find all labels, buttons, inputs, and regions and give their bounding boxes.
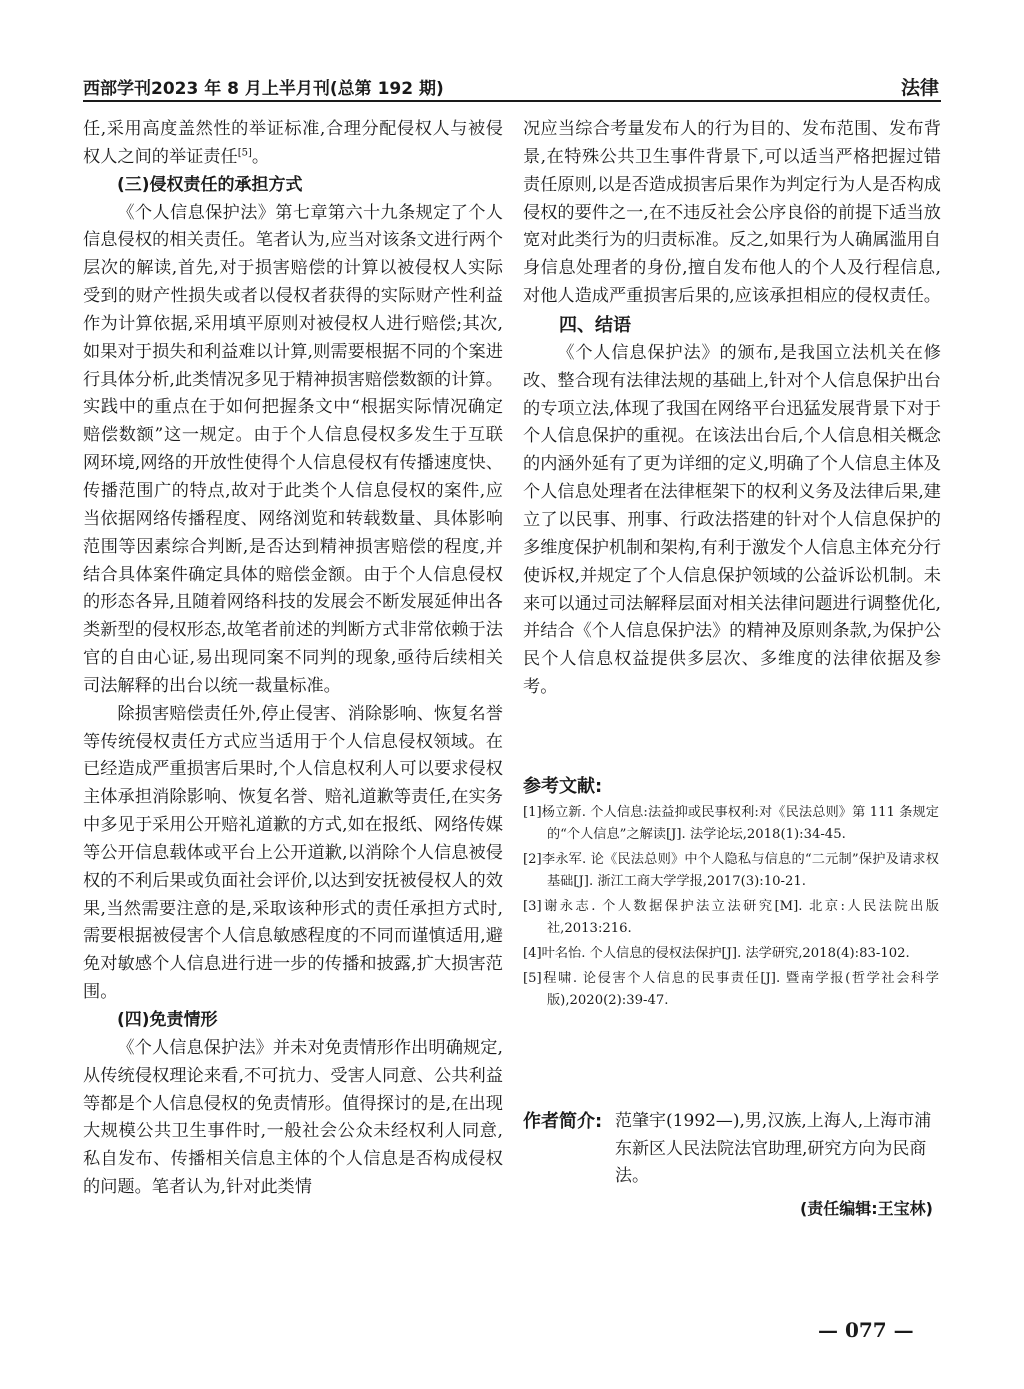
paragraph [83, 116, 503, 172]
reference-item: [5]程啸. 论侵害个人信息的民事责任[J]. 暨南学报(哲学社会科学版),2020(2):39-47. [523, 971, 939, 1008]
section-heading: 四、结语 [559, 314, 631, 336]
paragraph: 除损害赔偿责任外,停止侵害、消除影响、恢复名誉等传统侵权责任方式应当适用于个人信息侵权领域。在已经造成严重损害后果时,个人信息权利人可以要求侵权主体承担消除影响、恢复名誉、赔礼道歉等责任,在实务中多见于采用公开赔礼道歉的方式,如在报纸、网络传媒等公开信息载体或平台上公开道歉,以消除个人信息被侵权的不利后果或负面社会评价,以达到安抚被侵权人的效果,当然需要注意的是,采取该种形式的责任承担方式时,需要根据被侵害个人信息敏感程度的不同而谨慎适用,避免对敏感个人信息进行进一步的传播和披露,扩大损害范围。 [83, 703, 503, 1003]
reference-item: [3]谢永志. 个人数据保护法立法研究[M]. 北京:人民法院出版社,2013:216. [523, 899, 939, 936]
references-list [523, 802, 939, 1015]
page-number: — 077 — [818, 1318, 914, 1342]
author-text: 范肇宇(1992—),男,汉族,上海人,上海市浦东新区人民法院法官助理,研究方向为民商法。 [615, 1111, 932, 1187]
subsection-heading: (四)免责情形 [117, 1010, 218, 1030]
paragraph-end: 。 [251, 146, 270, 167]
paragraph: 《个人信息保护法》第七章第六十九条规定了个人信息侵权的相关责任。笔者认为,应当对该条文进行两个层次的解读,首先,对于损害赔偿的计算以被侵权人实际受到的财产性损失或者以侵权者获得的实际财产性利益作为计算依据,采用填平原则对被侵权人进行赔偿;其次,如果对于损失和利益难以计算,则需要根据不同的个案进行具体分析,此类情况多见于精神损害赔偿数额的计算。实践中的重点在于如何把握条文中“根据实际情况确定赔偿数额”这一规定。由于个人信息侵权多发生于互联网环境,网络的开放性使得个人信息侵权有传播速度快、传播范围广的特点,故对于此类个人信息侵权的案件,应当依据网络传播程度、网络浏览和转载数量、具体影响范围等因素综合判断,是否达到精神损害赔偿的程度,并结合具体案件确定具体的赔偿金额。由于个人信息侵权的形态各异,且随着网络科技的发展会不断发展延伸出各类新型的侵权形态,故笔者前述的判断方式非常依赖于法官的自由心证,易出现同案不同判的现象,亟待后续相关司法解释的出台以统一裁量标准。 [83, 202, 503, 696]
citation-mark: [5] [237, 147, 252, 159]
section-label: 法律 [900, 77, 939, 99]
right-column [523, 116, 941, 702]
reference-item: [2]李永军. 论《民法总则》中个人隐私与信息的“二元制”保护及请求权基础[J]. 浙江工商大学学报,2017(3):10-21. [523, 852, 939, 889]
paragraph: 《个人信息保护法》并未对免责情形作出明确规定,从传统侵权理论来看,不可抗力、受害人同意、公共利益等都是个人信息侵权的免责情形。值得探讨的是,在出现大规模公共卫生事件时,一般社会公众未经权利人同意,私自发布、传播相关信息主体的个人信息是否构成侵权的问题。笔者认为,针对此类情 [83, 1037, 503, 1198]
paragraph-text: 任,采用高度盖然性的举证标准,合理分配侵权人与被侵权人之间的举证责任 [83, 119, 503, 167]
author-label: 作者简介: [523, 1111, 603, 1132]
paragraph: 《个人信息保护法》的颁布,是我国立法机关在修改、整合现有法律法规的基础上,针对个人信息保护出台的专项立法,体现了我国在网络平台迅猛发展背景下对于个人信息保护的重视。在该法出台后,个人信息相关概念的内涵外延有了更为详细的定义,明确了个人信息主体及个人信息处理者在法律框架下的权利义务及法律后果,建立了以民事、刑事、行政法搭建的针对个人信息保护的多维度保护机制和架构,有利于激发个人信息主体充分行使诉权,并规定了个人信息保护领域的公益诉讼机制。未来可以通过司法解释层面对相关法律问题进行调整优化,并结合《个人信息保护法》的精神及原则条款,为保护公民个人信息权益提供多层次、多维度的法律依据及参考。 [523, 342, 941, 698]
reference-item: [1]杨立新. 个人信息:法益抑或民事权利:对《民法总则》第 111 条规定的“个人信息”之解读[J]. 法学论坛,2018(1):34-45. [523, 805, 939, 842]
page-header [83, 70, 941, 102]
paragraph: 况应当综合考量发布人的行为目的、发布范围、发布背景,在特殊公共卫生事件背景下,可以适当严格把握过错责任原则,以是否造成损害后果作为判定行为人是否构成侵权的要件之一,在不违反社会公序良俗的前提下适当放宽对此类行为的归责标准。反之,如果行为人确属滥用自身信息处理者的身份,擅自发布他人的个人及行程信息,对他人造成严重损害后果的,应该承担相应的侵权责任。 [523, 119, 941, 307]
journal-title: 西部学刊2023 年 8 月上半月刊(总第 192 期) [83, 79, 444, 99]
header-rule [83, 100, 941, 102]
subsection-heading: (三)侵权责任的承担方式 [117, 174, 303, 195]
reference-item: [4]叶名怡. 个人信息的侵权法保护[J]. 法学研究,2018(4):83-102. [523, 946, 910, 961]
editor-note: (责任编辑:王宝林) [799, 1199, 933, 1218]
left-column [83, 116, 503, 1202]
references-title: 参考文献: [523, 776, 603, 797]
